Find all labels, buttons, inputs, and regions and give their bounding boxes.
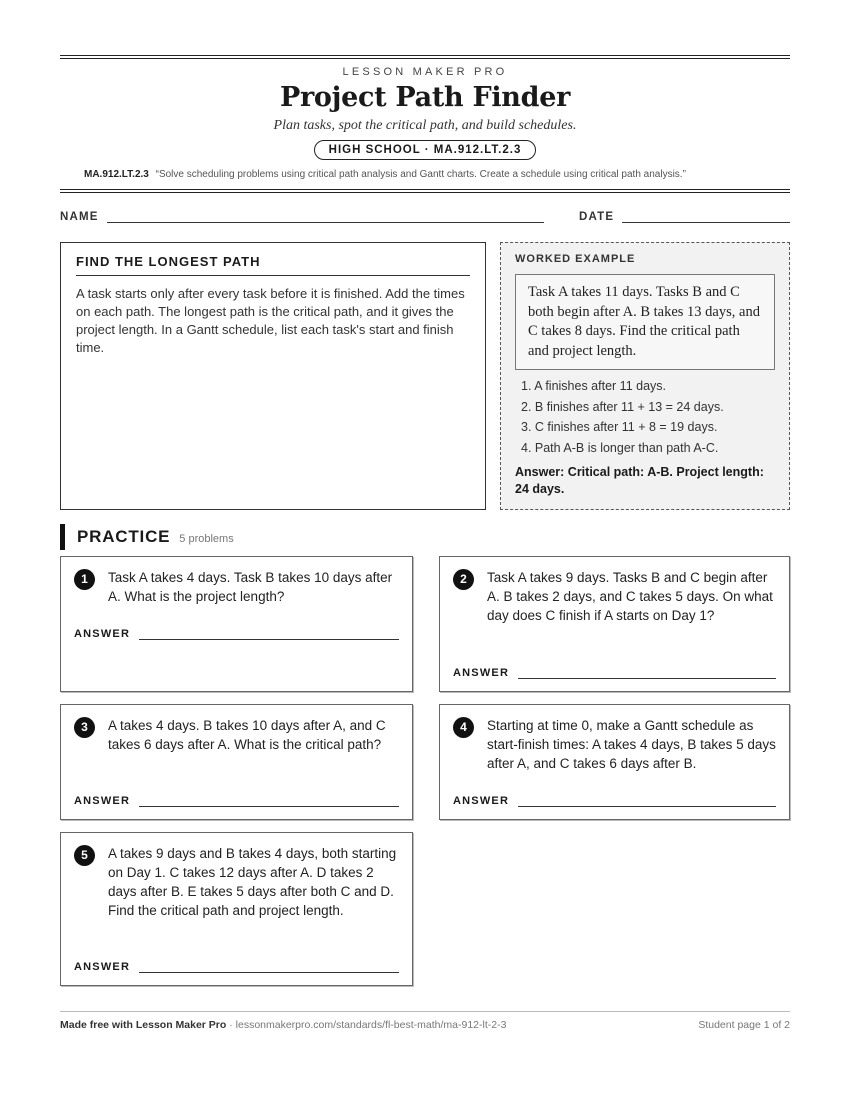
problem-card-3 bbox=[60, 704, 413, 820]
concept-heading: FIND THE LONGEST PATH bbox=[76, 254, 470, 276]
answer-field-3[interactable] bbox=[139, 799, 399, 807]
problem-text: A takes 9 days and B takes 4 days, both starting on Day 1. C takes 12 days after A. D takes 2 days after B. E takes 5 days after both C and D. Find the critical path and project length. bbox=[108, 846, 397, 918]
page-footer bbox=[60, 1011, 790, 1031]
answer-label: ANSWER bbox=[74, 795, 131, 807]
problem-card-5 bbox=[60, 832, 413, 986]
answer-label: ANSWER bbox=[453, 667, 510, 679]
practice-count: 5 problems bbox=[179, 532, 234, 545]
worked-example-box bbox=[500, 242, 790, 510]
problem-number: 3 bbox=[74, 717, 95, 738]
practice-header bbox=[60, 524, 790, 550]
name-date-row bbox=[60, 207, 790, 223]
name-label: NAME bbox=[60, 211, 99, 223]
problem-number: 5 bbox=[74, 845, 95, 866]
worked-example-step: 1. A finishes after 11 days. bbox=[521, 379, 666, 393]
problem-number: 4 bbox=[453, 717, 474, 738]
worked-example-heading: WORKED EXAMPLE bbox=[515, 253, 636, 265]
header-top-rule bbox=[60, 55, 790, 59]
worked-example-step: 2. B finishes after 11 + 13 = 24 days. bbox=[521, 399, 724, 414]
footer-page-number: Student page 1 of 2 bbox=[698, 1019, 790, 1031]
problem-text: Task A takes 9 days. Tasks B and C begin after A. B takes 2 days, and C takes 5 days. On what day does C finish if A starts on Day 1? bbox=[487, 570, 773, 623]
footer-credit bbox=[60, 1019, 506, 1031]
grade-standard-badge: HIGH SCHOOL · MA.912.LT.2.3 bbox=[314, 140, 537, 160]
standard-code: MA.912.LT.2.3 bbox=[84, 169, 149, 180]
brand-name: LESSON MAKER PRO bbox=[342, 66, 508, 78]
answer-label: ANSWER bbox=[74, 628, 131, 640]
date-label: DATE bbox=[579, 211, 615, 223]
answer-field-1[interactable] bbox=[139, 632, 399, 640]
practice-problems bbox=[60, 556, 790, 1006]
concept-box bbox=[60, 242, 486, 510]
standard-description bbox=[84, 169, 790, 180]
answer-field-2[interactable] bbox=[518, 671, 776, 679]
problem-card-1 bbox=[60, 556, 413, 692]
answer-field-5[interactable] bbox=[139, 965, 399, 973]
worked-example-problem: Task A takes 11 days. Tasks B and C both begin after A. B takes 13 days, and C takes 8 days. Find the critical path and project length. bbox=[515, 274, 775, 370]
problem-text: A takes 4 days. B takes 10 days after A, and C takes 6 days after A. What is the critical path? bbox=[108, 718, 386, 752]
worked-example-step: 3. C finishes after 11 + 8 = 19 days. bbox=[521, 420, 718, 434]
footer-made-with: Made free with Lesson Maker Pro bbox=[60, 1019, 227, 1031]
problem-text: Task A takes 4 days. Task B takes 10 days after A. What is the project length? bbox=[108, 570, 393, 604]
answer-label: ANSWER bbox=[453, 795, 510, 807]
problem-number: 2 bbox=[453, 569, 474, 590]
worked-example-answer: Answer: Critical path: A-B. Project length: 24 days. bbox=[515, 465, 764, 496]
concept-text: A task starts only after every task before it is finished. Add the times on each path. The longest path is the critical path, and it gives the project length. In a Gantt schedule, list each task's start and finish time. bbox=[76, 286, 465, 355]
answer-field-4[interactable] bbox=[518, 799, 776, 807]
answer-label: ANSWER bbox=[74, 961, 131, 973]
date-field[interactable] bbox=[622, 213, 790, 223]
problem-text: Starting at time 0, make a Gantt schedule as start-finish times: A takes 4 days, B takes 5 days after A, and C takes 6 days after B. bbox=[487, 718, 776, 771]
worked-example-steps bbox=[521, 376, 775, 458]
worksheet-page bbox=[60, 55, 790, 1006]
worked-example-step: 4. Path A-B is longer than path A-C. bbox=[521, 440, 719, 455]
footer-url[interactable]: · lessonmakerpro.com/standards/fl-best-math/ma-912-lt-2-3 bbox=[226, 1019, 507, 1031]
page-subtitle: Plan tasks, spot the critical path, and build schedules. bbox=[273, 118, 577, 133]
page-title: Project Path Finder bbox=[279, 82, 570, 113]
practice-title: PRACTICE bbox=[77, 527, 171, 546]
problem-card-4 bbox=[439, 704, 790, 820]
header-bottom-rule bbox=[60, 189, 790, 193]
name-field[interactable] bbox=[107, 213, 544, 223]
problem-card-2 bbox=[439, 556, 790, 692]
standard-text: “Solve scheduling problems using critical path analysis and Gantt charts. Create a schedule using critical path analysis.” bbox=[155, 169, 686, 180]
problem-number: 1 bbox=[74, 569, 95, 590]
